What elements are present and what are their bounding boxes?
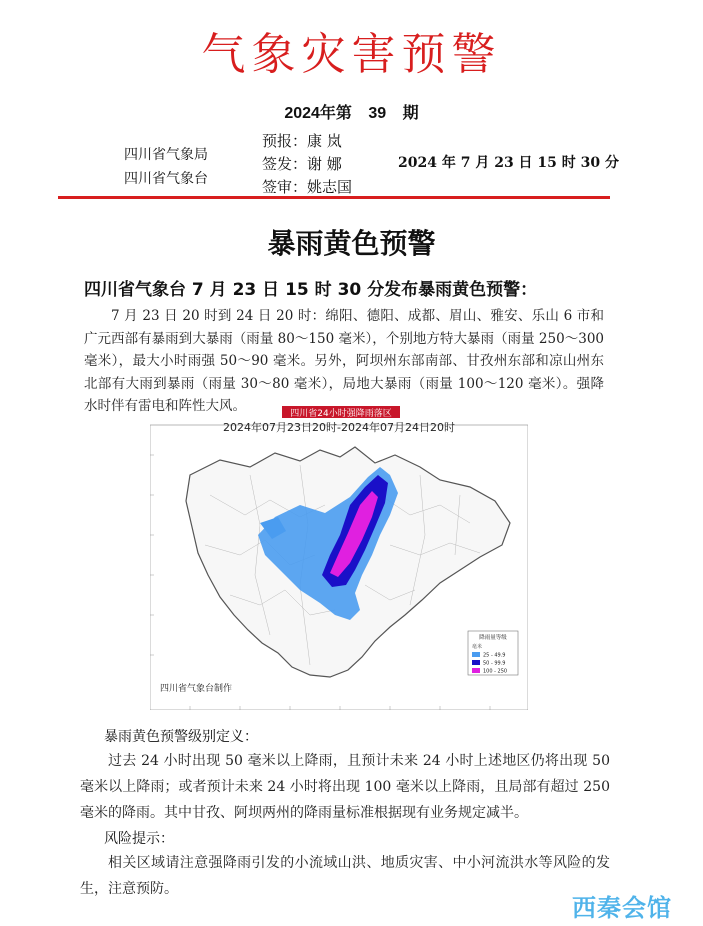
warning-subhead: 四川省气象台 7 月 23 日 15 时 30 分发布暴雨黄色预警： (84, 280, 538, 300)
org-bureau: 四川省气象局 (124, 147, 208, 163)
map-period: 2024年07月23日20时-2024年07月24日20时 (223, 421, 455, 434)
map-maker: 四川省气象台制作 (160, 684, 233, 694)
definition-body: 过去 24 小时出现 50 毫米以上降雨，且预计未来 24 小时上述地区仍将出现 50 毫米以上降雨；或者预计未来 24 小时将出现 100 毫米以上降雨，且局部有超过 250 毫米的降雨。其中甘孜、阿坝两州的降雨量标准根据现有业务规定减半。 (80, 753, 610, 821)
issue-number (0, 100, 703, 123)
map-label: 四川省24小时强降雨落区 (290, 409, 392, 419)
warning-headline: 暴雨黄色预警 (267, 227, 436, 260)
rainfall-map (150, 405, 528, 710)
issuer: 签发：谢 娜 (262, 155, 342, 173)
risk-body: 相关区域请注意强降雨引发的小流域山洪、地质灾害、中小河流洪水等风险的发生，注意预防。 (80, 855, 610, 897)
risk-title: 风险提示： (104, 831, 174, 847)
legend-label-3: 100 - 250 (483, 668, 508, 675)
org-observatory: 四川省气象台 (124, 171, 208, 187)
reviewer: 签审：姚志国 (262, 178, 353, 196)
issue-datetime: 2024 年 7 月 23 日 15 时 30 分 (398, 155, 620, 171)
legend-swatch-1 (472, 652, 480, 657)
watermark-logo: 西秦会馆 (572, 894, 672, 922)
issue-no: 39 (368, 105, 387, 122)
legend-swatch-3 (472, 668, 480, 673)
legend-title: 降雨量等级 (479, 635, 507, 641)
header-divider (58, 196, 610, 199)
legend-label-1: 25 - 49.9 (483, 652, 506, 659)
issue-suffix: 期 (402, 105, 419, 122)
map-legend (468, 631, 518, 675)
forecaster: 预报：康 岚 (262, 132, 342, 150)
legend-label-2: 50 - 99.9 (483, 660, 506, 667)
document-title: 气象灾害预警 (201, 29, 502, 80)
issue-year: 2024年第 (284, 105, 352, 122)
warning-body: 7 月 23 日 20 时到 24 日 20 时：绵阳、德阳、成都、眉山、雅安、乐山 6 市和广元西部有暴雨到大暴雨（雨量 80～150 毫米），个别地方特大暴雨（雨量 250～300 毫米），最大小时雨强 50～90 毫米。另外，阿坝州东部南部、甘孜州东部和凉山州东北部有大雨到暴雨（雨量 30～80 毫米），局地大暴雨（雨量 100～120 毫米）。强降水时伴有雷电和阵性大风。 (84, 308, 604, 414)
legend-unit: 毫米 (472, 644, 483, 650)
definition-title: 暴雨黄色预警级别定义： (104, 729, 258, 745)
legend-swatch-2 (472, 660, 480, 665)
